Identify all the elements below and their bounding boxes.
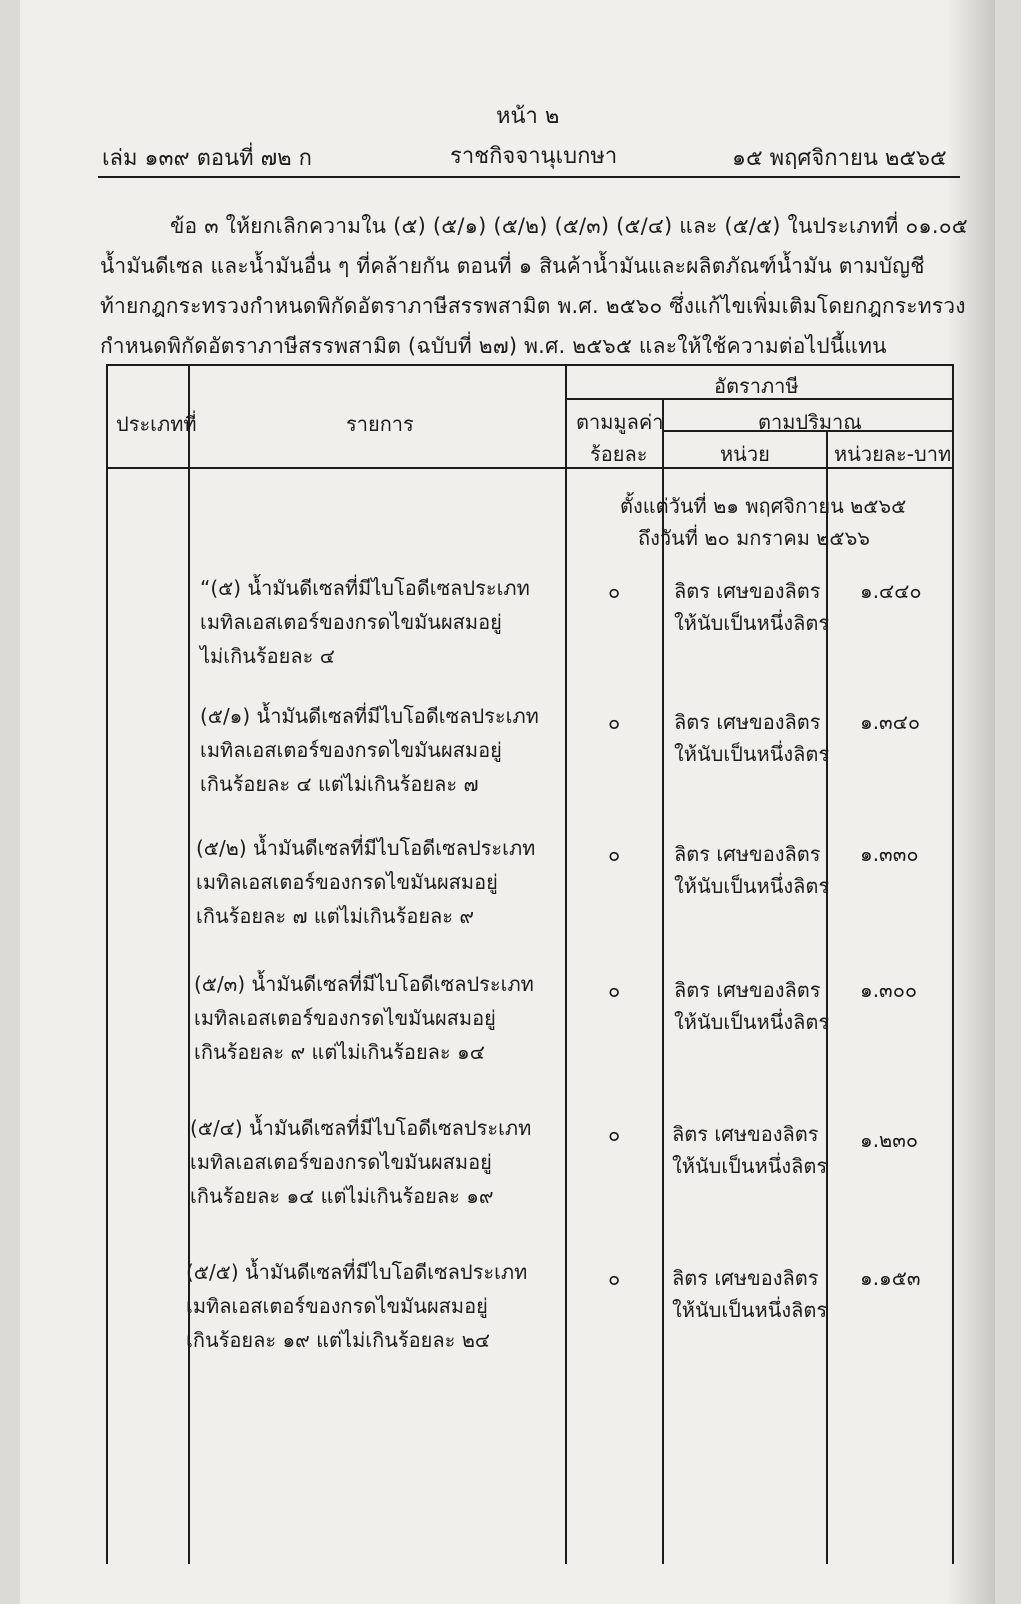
row-baht: ๑.๑๕๓ — [860, 1266, 921, 1290]
row-item-line-3: เกินร้อยละ ๔ แต่ไม่เกินร้อยละ ๗ — [200, 772, 479, 796]
row-item-line-2: เมทิลเอสเตอร์ของกรดไขมันผสมอยู่ — [200, 738, 502, 762]
row-value-rate: ๐ — [608, 1122, 621, 1146]
col-line-value — [662, 398, 664, 1564]
row-unit-line-2: ให้นับเป็นหนึ่งลิตร — [674, 1010, 830, 1034]
row-item-line-1: (๕/๑) น้ำมันดีเซลที่มีไบโอดีเซลประเภท — [200, 704, 539, 728]
row-item-line-1: (๕/๒) น้ำมันดีเซลที่มีไบโอดีเซลประเภท — [196, 836, 536, 860]
row-value-rate: ๐ — [608, 1266, 621, 1290]
row-baht: ๑.๒๓๐ — [860, 1128, 919, 1152]
intro-line-4: กำหนดพิกัดอัตราภาษีสรรพสามิต (ฉบับที่ ๒๗) พ.ศ. ๒๕๖๕ และให้ใช้ความต่อไปนี้แทน — [100, 334, 887, 358]
row-unit-line-1: ลิตร เศษของลิตร — [672, 1122, 819, 1146]
row-item-line-2: เมทิลเอสเตอร์ของกรดไขมันผสมอยู่ — [194, 1006, 496, 1030]
row-unit-line-2: ให้นับเป็นหนึ่งลิตร — [672, 1298, 828, 1322]
row-item-line-3: เกินร้อยละ ๑๔ แต่ไม่เกินร้อยละ ๑๙ — [190, 1184, 494, 1208]
header-unit: หน่วย — [720, 442, 770, 466]
row-value-rate: ๐ — [608, 842, 621, 866]
col-line-unit — [826, 430, 828, 1564]
row-unit-line-1: ลิตร เศษของลิตร — [674, 710, 821, 734]
row-item-line-1: “(๕) น้ำมันดีเซลที่มีไบโอดีเซลประเภท — [200, 576, 530, 600]
volume-issue: เล่ม ๑๓๙ ตอนที่ ๗๒ ก — [102, 146, 312, 171]
row-unit-line-1: ลิตร เศษของลิตร — [672, 1266, 819, 1290]
gazette-name: ราชกิจจานุเบกษา — [450, 144, 618, 169]
col-line-item — [565, 364, 567, 1564]
row-baht: ๑.๓๐๐ — [860, 978, 918, 1002]
row-unit-line-2: ให้นับเป็นหนึ่งลิตร — [672, 1154, 828, 1178]
header-item: รายการ — [346, 412, 414, 436]
header-by-value-percent: ร้อยละ — [590, 442, 648, 466]
row-item-line-3: เกินร้อยละ ๙ แต่ไม่เกินร้อยละ ๑๔ — [194, 1040, 485, 1064]
col-line-right — [952, 364, 954, 1564]
row-value-rate: ๐ — [608, 579, 621, 603]
document-page — [20, 0, 995, 1604]
row-baht: ๑.๓๔๐ — [860, 710, 921, 734]
row-item-line-2: เมทิลเอสเตอร์ของกรดไขมันผสมอยู่ — [196, 870, 498, 894]
header-by-value: ตามมูลค่า — [576, 410, 664, 434]
page-number: หน้า ๒ — [496, 104, 560, 129]
row-unit-line-1: ลิตร เศษของลิตร — [674, 842, 821, 866]
row-unit-line-2: ให้นับเป็นหนึ่งลิตร — [674, 742, 830, 766]
row-baht: ๑.๔๔๐ — [860, 579, 922, 603]
row-item-line-1: (๕/๔) น้ำมันดีเซลที่มีไบโอดีเซลประเภท — [190, 1116, 532, 1140]
row-item-line-2: เมทิลเอสเตอร์ของกรดไขมันผสมอยู่ — [186, 1294, 488, 1318]
intro-line-2: น้ำมันดีเซล และน้ำมันอื่น ๆ ที่คล้ายกัน ตอนที่ ๑ สินค้าน้ำมันและผลิตภัณฑ์น้ำมัน ตามบัญชี — [100, 254, 925, 278]
row-value-rate: ๐ — [608, 978, 621, 1002]
table-top-rule — [106, 364, 954, 366]
period-from: ตั้งแต่วันที่ ๒๑ พฤศจิกายน ๒๕๖๕ — [620, 494, 907, 518]
row-item-line-3: ไม่เกินร้อยละ ๔ — [200, 644, 335, 668]
period-to: ถึงวันที่ ๒๐ มกราคม ๒๕๖๖ — [638, 526, 870, 550]
row-unit-line-1: ลิตร เศษของลิตร — [674, 978, 821, 1002]
header-by-quantity: ตามปริมาณ — [758, 410, 862, 434]
row-baht: ๑.๓๓๐ — [860, 842, 919, 866]
row-item-line-3: เกินร้อยละ ๑๙ แต่ไม่เกินร้อยละ ๒๔ — [186, 1328, 491, 1352]
col-line-category — [188, 364, 190, 1564]
row-unit-line-2: ให้นับเป็นหนึ่งลิตร — [674, 874, 830, 898]
row-item-line-1: (๕/๓) น้ำมันดีเซลที่มีไบโอดีเซลประเภท — [194, 972, 534, 996]
intro-line-1: ข้อ ๓ ให้ยกเลิกความใน (๕) (๕/๑) (๕/๒) (๕/๓) (๕/๔) และ (๕/๕) ในประเภทที่ ๐๑.๐๕ — [170, 214, 968, 238]
row-item-line-2: เมทิลเอสเตอร์ของกรดไขมันผสมอยู่ — [200, 610, 502, 634]
col-line-left — [106, 364, 108, 1564]
row-item-line-2: เมทิลเอสเตอร์ของกรดไขมันผสมอยู่ — [190, 1150, 492, 1174]
row-value-rate: ๐ — [608, 710, 621, 734]
row-unit-line-2: ให้นับเป็นหนึ่งลิตร — [674, 611, 830, 635]
publication-date: ๑๕ พฤศจิกายน ๒๕๖๕ — [732, 146, 947, 171]
header-unit-baht: หน่วยละ-บาท — [834, 442, 952, 466]
header-rule — [98, 176, 960, 178]
row-item-line-3: เกินร้อยละ ๗ แต่ไม่เกินร้อยละ ๙ — [196, 904, 475, 928]
header-category: ประเภทที่ — [116, 412, 197, 436]
intro-line-3: ท้ายกฎกระทรวงกำหนดพิกัดอัตราภาษีสรรพสามิต พ.ศ. ๒๕๖๐ ซึ่งแก้ไขเพิ่มเติมโดยกฎกระทรวง — [100, 294, 966, 318]
row-unit-line-1: ลิตร เศษของลิตร — [674, 579, 821, 603]
header-rate: อัตราภาษี — [714, 374, 799, 398]
row-item-line-1: (๕/๕) น้ำมันดีเซลที่มีไบโอดีเซลประเภท — [186, 1260, 528, 1284]
